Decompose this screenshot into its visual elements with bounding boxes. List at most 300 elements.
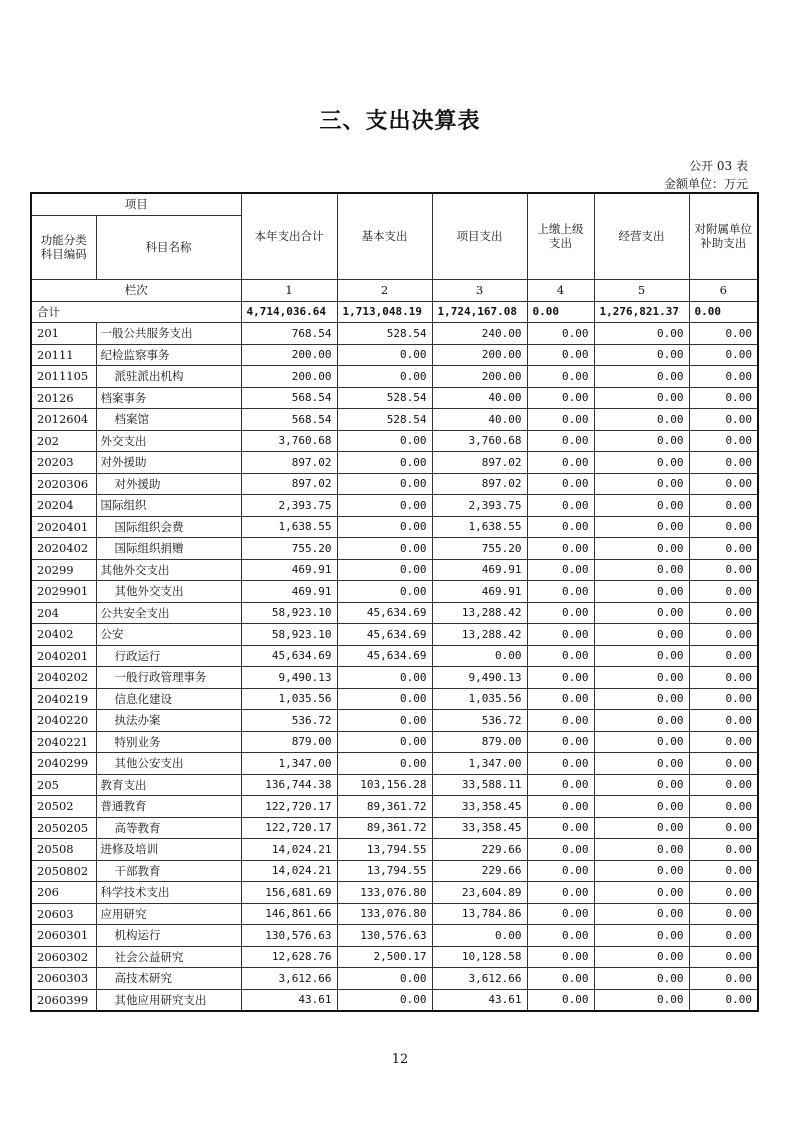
row-value: 897.02 [241, 473, 337, 495]
table-row [31, 688, 758, 710]
column-number: 2 [337, 279, 432, 301]
row-code: 2011105 [31, 366, 96, 388]
row-value: 0.00 [594, 559, 689, 581]
row-value: 0.00 [689, 323, 758, 345]
row-value: 200.00 [241, 344, 337, 366]
table-row [31, 516, 758, 538]
row-subject-name: 一般行政管理事务 [96, 667, 241, 689]
row-subject-name: 社会公益研究 [96, 946, 241, 968]
row-value: 40.00 [432, 387, 527, 409]
row-value: 0.00 [594, 495, 689, 517]
row-value: 0.00 [527, 667, 594, 689]
row-code: 2060399 [31, 989, 96, 1011]
row-value: 0.00 [337, 688, 432, 710]
row-value: 0.00 [594, 387, 689, 409]
row-value: 136,744.38 [241, 774, 337, 796]
row-value: 0.00 [432, 925, 527, 947]
table-row [31, 774, 758, 796]
row-value: 0.00 [337, 538, 432, 560]
row-value: 0.00 [527, 882, 594, 904]
table-row [31, 839, 758, 861]
row-value: 0.00 [527, 774, 594, 796]
total-row [31, 301, 758, 323]
row-value: 0.00 [594, 946, 689, 968]
column-label: 栏次 [31, 279, 241, 301]
row-value: 0.00 [527, 968, 594, 990]
row-value: 33,588.11 [432, 774, 527, 796]
row-subject-name: 干部教育 [96, 860, 241, 882]
table-row [31, 624, 758, 646]
header-col-5: 经营支出 [594, 193, 689, 279]
row-value: 0.00 [594, 667, 689, 689]
row-code: 20203 [31, 452, 96, 474]
row-value: 33,358.45 [432, 796, 527, 818]
row-subject-name: 教育支出 [96, 774, 241, 796]
row-code: 2050802 [31, 860, 96, 882]
row-value: 897.02 [432, 473, 527, 495]
column-number: 1 [241, 279, 337, 301]
row-subject-name: 派驻派出机构 [96, 366, 241, 388]
header-col-6: 对附属单位补助支出 [689, 193, 758, 279]
table-row [31, 602, 758, 624]
row-value: 0.00 [527, 581, 594, 603]
row-value: 0.00 [337, 667, 432, 689]
row-value: 146,861.66 [241, 903, 337, 925]
row-value: 1,347.00 [241, 753, 337, 775]
row-value: 130,576.63 [337, 925, 432, 947]
row-code: 2012604 [31, 409, 96, 431]
row-value: 43.61 [241, 989, 337, 1011]
row-value: 0.00 [594, 516, 689, 538]
row-code: 2020306 [31, 473, 96, 495]
table-row [31, 645, 758, 667]
row-value: 768.54 [241, 323, 337, 345]
row-value: 0.00 [689, 559, 758, 581]
row-code: 20299 [31, 559, 96, 581]
header-func-code: 功能分类科目编码 [31, 215, 96, 279]
row-value: 0.00 [594, 839, 689, 861]
row-value: 0.00 [689, 968, 758, 990]
row-subject-name: 国际组织会费 [96, 516, 241, 538]
row-code: 20603 [31, 903, 96, 925]
row-value: 9,490.13 [241, 667, 337, 689]
row-subject-name: 应用研究 [96, 903, 241, 925]
row-value: 0.00 [689, 989, 758, 1011]
row-value: 1,638.55 [432, 516, 527, 538]
row-value: 0.00 [527, 473, 594, 495]
row-value: 0.00 [594, 473, 689, 495]
row-value: 133,076.80 [337, 882, 432, 904]
row-value: 0.00 [527, 817, 594, 839]
row-subject-name: 国际组织捐赠 [96, 538, 241, 560]
table-row [31, 430, 758, 452]
table-row [31, 817, 758, 839]
column-number: 4 [527, 279, 594, 301]
expenditure-table [30, 192, 759, 1012]
row-value: 1,035.56 [241, 688, 337, 710]
row-subject-name: 科学技术支出 [96, 882, 241, 904]
row-subject-name: 外交支出 [96, 430, 241, 452]
row-value: 0.00 [527, 645, 594, 667]
row-value: 0.00 [527, 925, 594, 947]
row-value: 0.00 [527, 495, 594, 517]
row-value: 0.00 [594, 731, 689, 753]
row-value: 0.00 [594, 645, 689, 667]
row-code: 2020401 [31, 516, 96, 538]
row-value: 200.00 [432, 366, 527, 388]
header-col-2: 基本支出 [337, 193, 432, 279]
row-code: 20508 [31, 839, 96, 861]
row-value: 0.00 [689, 882, 758, 904]
row-value: 58,923.10 [241, 602, 337, 624]
row-value: 103,156.28 [337, 774, 432, 796]
total-value: 4,714,036.64 [241, 301, 337, 323]
table-row [31, 667, 758, 689]
row-value: 0.00 [689, 688, 758, 710]
row-value: 0.00 [594, 774, 689, 796]
row-value: 0.00 [689, 817, 758, 839]
row-value: 755.20 [241, 538, 337, 560]
row-value: 0.00 [337, 753, 432, 775]
row-value: 12,628.76 [241, 946, 337, 968]
row-value: 13,794.55 [337, 839, 432, 861]
row-value: 0.00 [689, 409, 758, 431]
row-value: 40.00 [432, 409, 527, 431]
row-code: 2050205 [31, 817, 96, 839]
row-value: 0.00 [689, 581, 758, 603]
row-code: 2060303 [31, 968, 96, 990]
table-row [31, 538, 758, 560]
row-value: 133,076.80 [337, 903, 432, 925]
row-value: 897.02 [432, 452, 527, 474]
table-row [31, 323, 758, 345]
table-row [31, 753, 758, 775]
table-row [31, 968, 758, 990]
row-subject-name: 执法办案 [96, 710, 241, 732]
table-row [31, 903, 758, 925]
row-value: 897.02 [241, 452, 337, 474]
row-subject-name: 公共安全支出 [96, 602, 241, 624]
row-value: 45,634.69 [241, 645, 337, 667]
row-subject-name: 信息化建设 [96, 688, 241, 710]
row-value: 0.00 [337, 430, 432, 452]
row-value: 0.00 [527, 860, 594, 882]
row-value: 58,923.10 [241, 624, 337, 646]
row-value: 528.54 [337, 323, 432, 345]
row-code: 2040221 [31, 731, 96, 753]
row-code: 2040201 [31, 645, 96, 667]
row-value: 0.00 [689, 839, 758, 861]
row-subject-name: 特别业务 [96, 731, 241, 753]
row-value: 0.00 [689, 473, 758, 495]
row-value: 122,720.17 [241, 817, 337, 839]
row-value: 33,358.45 [432, 817, 527, 839]
row-value: 0.00 [689, 387, 758, 409]
row-value: 13,794.55 [337, 860, 432, 882]
row-value: 0.00 [337, 581, 432, 603]
page-number: 12 [391, 1052, 409, 1067]
row-value: 2,393.75 [241, 495, 337, 517]
row-value: 0.00 [594, 366, 689, 388]
row-value: 0.00 [689, 516, 758, 538]
row-value: 469.91 [241, 581, 337, 603]
row-value: 0.00 [594, 989, 689, 1011]
header-col-3: 项目支出 [432, 193, 527, 279]
row-value: 45,634.69 [337, 624, 432, 646]
row-value: 469.91 [241, 559, 337, 581]
row-value: 0.00 [689, 946, 758, 968]
row-code: 206 [31, 882, 96, 904]
row-value: 0.00 [594, 860, 689, 882]
header-subject-name: 科目名称 [96, 215, 241, 279]
row-value: 0.00 [337, 452, 432, 474]
row-subject-name: 档案馆 [96, 409, 241, 431]
row-value: 0.00 [689, 731, 758, 753]
row-value: 568.54 [241, 387, 337, 409]
row-subject-name: 一般公共服务支出 [96, 323, 241, 345]
row-subject-name: 其他公安支出 [96, 753, 241, 775]
row-value: 0.00 [527, 538, 594, 560]
row-value: 0.00 [594, 538, 689, 560]
row-value: 0.00 [689, 753, 758, 775]
row-value: 755.20 [432, 538, 527, 560]
row-value: 2,393.75 [432, 495, 527, 517]
row-value: 240.00 [432, 323, 527, 345]
row-subject-name: 对外援助 [96, 452, 241, 474]
row-subject-name: 高等教育 [96, 817, 241, 839]
row-value: 0.00 [527, 753, 594, 775]
column-number: 5 [594, 279, 689, 301]
row-value: 10,128.58 [432, 946, 527, 968]
row-code: 2060302 [31, 946, 96, 968]
row-value: 528.54 [337, 387, 432, 409]
row-value: 229.66 [432, 860, 527, 882]
row-value: 3,612.66 [241, 968, 337, 990]
row-value: 13,288.42 [432, 624, 527, 646]
row-value: 0.00 [689, 495, 758, 517]
row-value: 0.00 [527, 903, 594, 925]
total-value: 0.00 [689, 301, 758, 323]
total-value: 1,713,048.19 [337, 301, 432, 323]
row-value: 1,035.56 [432, 688, 527, 710]
row-value: 0.00 [689, 602, 758, 624]
header-col-4: 上缴上级支出 [527, 193, 594, 279]
row-value: 3,760.68 [432, 430, 527, 452]
row-value: 200.00 [241, 366, 337, 388]
row-value: 0.00 [337, 473, 432, 495]
row-value: 9,490.13 [432, 667, 527, 689]
row-value: 0.00 [337, 344, 432, 366]
row-value: 0.00 [337, 495, 432, 517]
row-value: 0.00 [527, 344, 594, 366]
row-subject-name: 普通教育 [96, 796, 241, 818]
row-code: 205 [31, 774, 96, 796]
row-value: 0.00 [594, 688, 689, 710]
row-value: 0.00 [527, 430, 594, 452]
row-subject-name: 对外援助 [96, 473, 241, 495]
table-row [31, 882, 758, 904]
row-subject-name: 高技术研究 [96, 968, 241, 990]
column-number: 6 [689, 279, 758, 301]
row-value: 0.00 [527, 710, 594, 732]
row-value: 130,576.63 [241, 925, 337, 947]
row-value: 0.00 [527, 323, 594, 345]
row-value: 0.00 [594, 817, 689, 839]
header-project: 项目 [31, 193, 241, 215]
row-value: 43.61 [432, 989, 527, 1011]
table-row [31, 344, 758, 366]
row-value: 0.00 [594, 323, 689, 345]
row-value: 0.00 [337, 731, 432, 753]
row-value: 0.00 [689, 366, 758, 388]
table-row [31, 581, 758, 603]
row-value: 200.00 [432, 344, 527, 366]
row-value: 0.00 [594, 710, 689, 732]
row-subject-name: 其他外交支出 [96, 581, 241, 603]
row-value: 0.00 [689, 796, 758, 818]
row-value: 0.00 [594, 796, 689, 818]
row-value: 0.00 [594, 624, 689, 646]
row-value: 13,288.42 [432, 602, 527, 624]
row-value: 0.00 [527, 602, 594, 624]
row-subject-name: 其他外交支出 [96, 559, 241, 581]
row-subject-name: 机构运行 [96, 925, 241, 947]
row-value: 0.00 [689, 344, 758, 366]
row-value: 1,347.00 [432, 753, 527, 775]
table-row [31, 409, 758, 431]
row-value: 568.54 [241, 409, 337, 431]
row-value: 0.00 [337, 968, 432, 990]
row-value: 0.00 [527, 624, 594, 646]
row-value: 0.00 [689, 710, 758, 732]
row-value: 536.72 [432, 710, 527, 732]
total-value: 1,276,821.37 [594, 301, 689, 323]
row-value: 0.00 [689, 860, 758, 882]
row-value: 0.00 [594, 968, 689, 990]
row-value: 122,720.17 [241, 796, 337, 818]
row-subject-name: 进修及培训 [96, 839, 241, 861]
row-value: 0.00 [527, 452, 594, 474]
row-value: 0.00 [527, 989, 594, 1011]
header-col-1: 本年支出合计 [241, 193, 337, 279]
row-value: 89,361.72 [337, 817, 432, 839]
row-value: 0.00 [337, 559, 432, 581]
row-value: 0.00 [594, 409, 689, 431]
row-value: 229.66 [432, 839, 527, 861]
row-value: 0.00 [594, 882, 689, 904]
row-code: 201 [31, 323, 96, 345]
row-value: 0.00 [689, 774, 758, 796]
row-code: 2040219 [31, 688, 96, 710]
row-value: 45,634.69 [337, 645, 432, 667]
row-value: 0.00 [527, 796, 594, 818]
row-value: 0.00 [594, 430, 689, 452]
row-value: 2,500.17 [337, 946, 432, 968]
row-value: 0.00 [689, 452, 758, 474]
table-row [31, 559, 758, 581]
row-value: 156,681.69 [241, 882, 337, 904]
row-subject-name: 其他应用研究支出 [96, 989, 241, 1011]
row-subject-name: 公安 [96, 624, 241, 646]
table-row [31, 495, 758, 517]
row-value: 0.00 [527, 688, 594, 710]
row-code: 202 [31, 430, 96, 452]
row-subject-name: 纪检监察事务 [96, 344, 241, 366]
row-value: 536.72 [241, 710, 337, 732]
row-code: 20402 [31, 624, 96, 646]
row-value: 45,634.69 [337, 602, 432, 624]
row-value: 0.00 [337, 366, 432, 388]
row-code: 20204 [31, 495, 96, 517]
row-value: 0.00 [689, 624, 758, 646]
row-value: 3,612.66 [432, 968, 527, 990]
table-row [31, 925, 758, 947]
row-value: 23,604.89 [432, 882, 527, 904]
row-value: 0.00 [527, 387, 594, 409]
row-value: 0.00 [337, 989, 432, 1011]
table-row [31, 452, 758, 474]
row-value: 0.00 [594, 903, 689, 925]
row-subject-name: 行政运行 [96, 645, 241, 667]
row-value: 469.91 [432, 581, 527, 603]
row-value: 0.00 [689, 430, 758, 452]
row-value: 0.00 [527, 559, 594, 581]
row-value: 0.00 [594, 581, 689, 603]
row-value: 879.00 [432, 731, 527, 753]
row-value: 89,361.72 [337, 796, 432, 818]
table-code: 公开 03 表 [689, 159, 748, 173]
row-value: 0.00 [594, 344, 689, 366]
table-row [31, 366, 758, 388]
row-code: 20126 [31, 387, 96, 409]
row-code: 2040202 [31, 667, 96, 689]
row-subject-name: 档案事务 [96, 387, 241, 409]
row-code: 2040220 [31, 710, 96, 732]
table-row [31, 796, 758, 818]
row-code: 20111 [31, 344, 96, 366]
table-row [31, 387, 758, 409]
row-value: 0.00 [527, 516, 594, 538]
row-code: 2040299 [31, 753, 96, 775]
row-value: 469.91 [432, 559, 527, 581]
row-value: 0.00 [527, 839, 594, 861]
row-value: 0.00 [527, 946, 594, 968]
table-row [31, 473, 758, 495]
table-row [31, 946, 758, 968]
row-value: 0.00 [337, 710, 432, 732]
row-value: 0.00 [594, 452, 689, 474]
row-value: 3,760.68 [241, 430, 337, 452]
column-number: 3 [432, 279, 527, 301]
row-value: 14,024.21 [241, 839, 337, 861]
row-code: 204 [31, 602, 96, 624]
row-value: 0.00 [689, 667, 758, 689]
row-value: 0.00 [689, 925, 758, 947]
total-value: 0.00 [527, 301, 594, 323]
row-value: 0.00 [594, 602, 689, 624]
row-value: 0.00 [432, 645, 527, 667]
row-value: 0.00 [594, 925, 689, 947]
row-value: 528.54 [337, 409, 432, 431]
row-code: 2060301 [31, 925, 96, 947]
row-code: 20502 [31, 796, 96, 818]
total-label: 合计 [31, 301, 241, 323]
row-value: 0.00 [527, 366, 594, 388]
row-value: 0.00 [689, 903, 758, 925]
table-row [31, 731, 758, 753]
row-value: 0.00 [337, 516, 432, 538]
row-value: 0.00 [527, 409, 594, 431]
